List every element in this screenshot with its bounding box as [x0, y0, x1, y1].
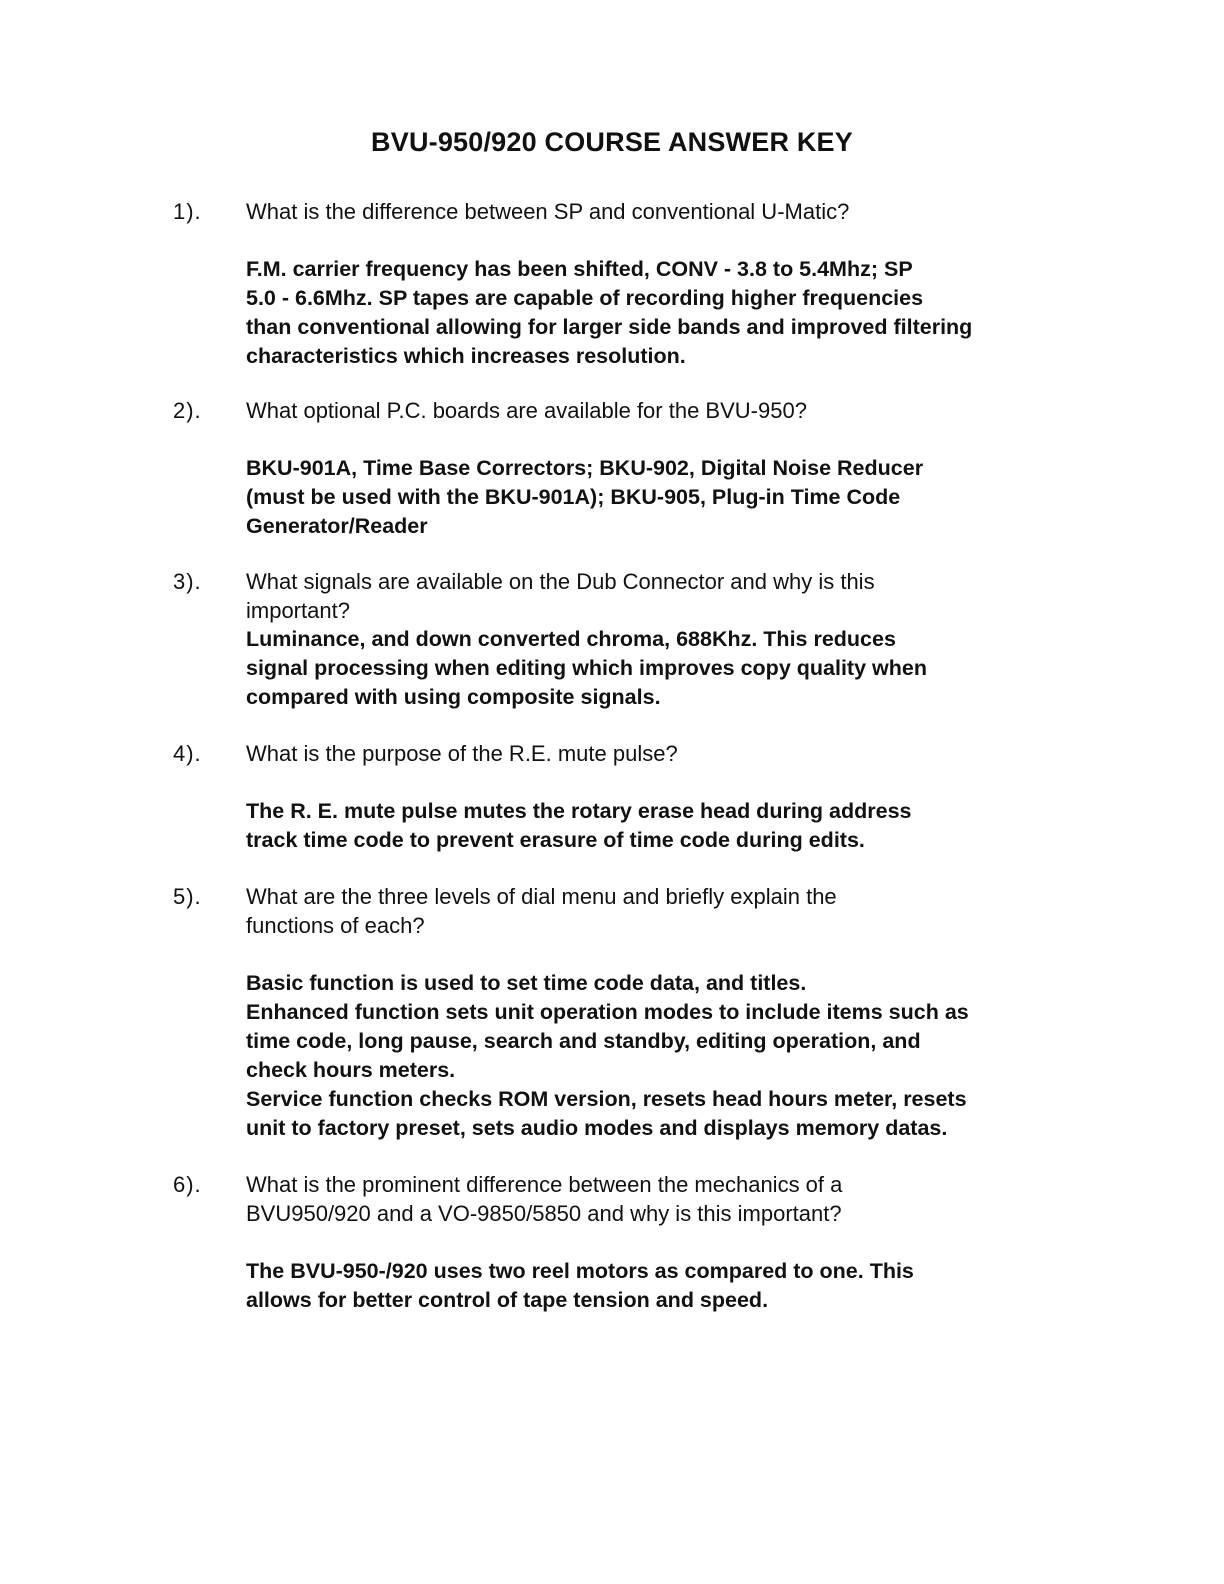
answer-text: F.M. carrier frequency has been shifted, CONV - 3.8 to 5.4Mhz; SP 5.0 - 6.6Mhz. SP tapes are capable of recording higher frequencies than conventional allowing for larger side bands and improved filtering characteristics which increases resolution.: [246, 257, 973, 368]
question-number: 3).: [173, 569, 202, 594]
answer-text: Basic function is used to set time code data, and titles. Enhanced function sets unit operation modes to include items such as time code, long pause, search and standby, editing operation, and check hours meters. Service function checks ROM version, resets head hours meter, resets unit to factory preset, sets audio modes and displays memory datas.: [246, 971, 969, 1140]
question-number: 4).: [173, 741, 202, 766]
question-text: What is the difference between SP and conventional U-Matic?: [246, 199, 850, 224]
question-text: What optional P.C. boards are available for the BVU-950?: [246, 398, 807, 423]
question-text: What are the three levels of dial menu and briefly explain the functions of each?: [246, 884, 837, 938]
answer-text: The R. E. mute pulse mutes the rotary erase head during address track time code to prevent erasure of time code during edits.: [246, 799, 912, 852]
question-text: What is the prominent difference between the mechanics of a BVU950/920 and a VO-9850/5850 and why is this important?: [246, 1172, 843, 1226]
question-number: 1).: [173, 199, 202, 224]
question-text: What signals are available on the Dub Connector and why is this important?: [246, 569, 875, 623]
question-number: 5).: [173, 884, 202, 909]
answer-text: BKU-901A, Time Base Correctors; BKU-902, Digital Noise Reducer (must be used with the BKU-901A); BKU-905, Plug-in Time Code Generator/Reader: [246, 456, 924, 538]
question-number: 2).: [173, 398, 202, 423]
question-number: 6).: [173, 1172, 202, 1197]
question-text: What is the purpose of the R.E. mute pulse?: [246, 741, 678, 766]
answer-text: The BVU-950-/920 uses two reel motors as compared to one. This allows for better control of tape tension and speed.: [246, 1259, 914, 1312]
answer-text: Luminance, and down converted chroma, 688Khz. This reduces signal processing when editing which improves copy quality when compared with using composite signals.: [246, 627, 927, 709]
page-title: BVU-950/920 COURSE ANSWER KEY: [371, 127, 853, 157]
